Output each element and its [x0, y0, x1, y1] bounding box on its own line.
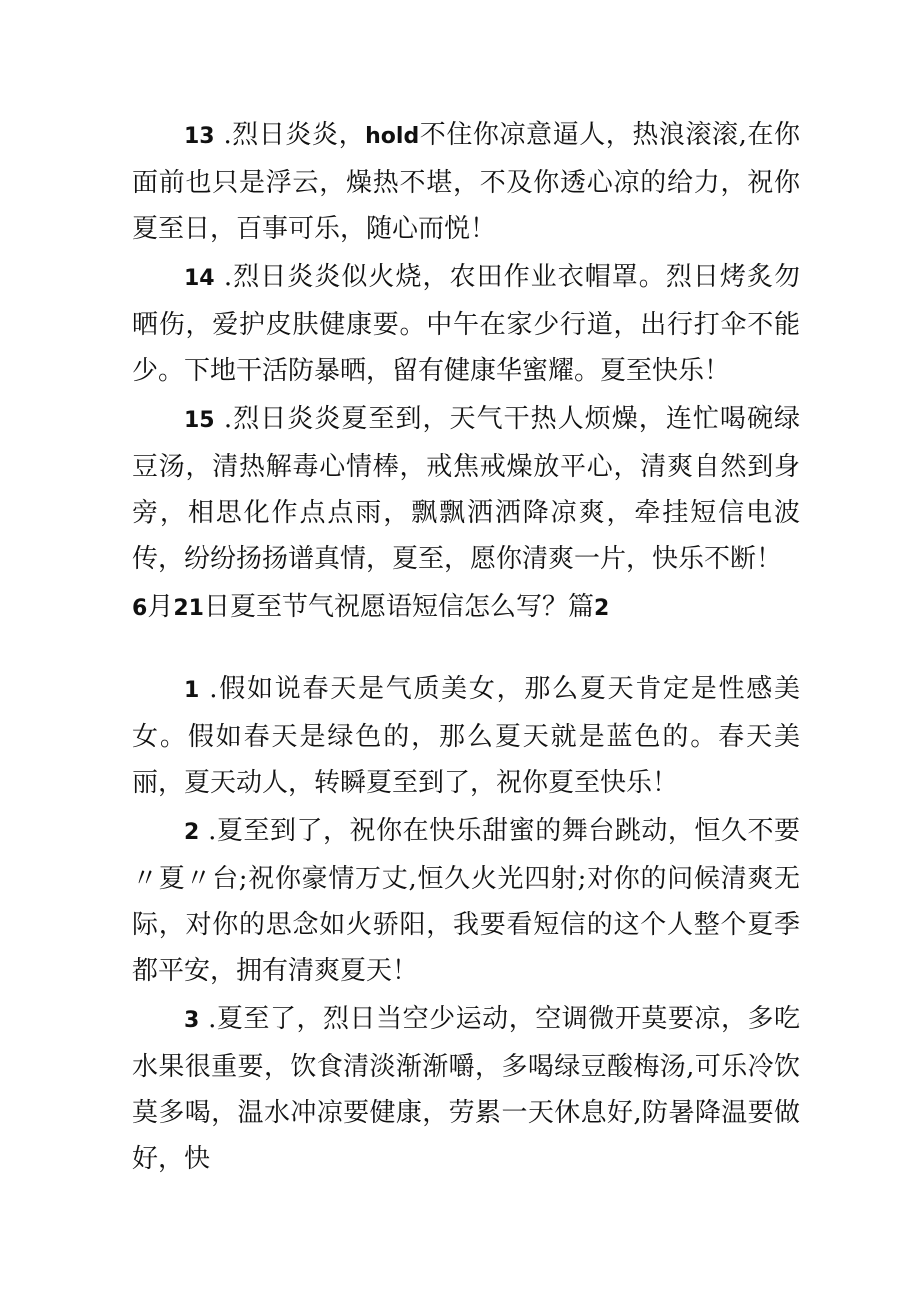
- item-number: 3: [184, 1008, 200, 1033]
- heading-part-number: 2: [593, 596, 610, 621]
- item-number: 14: [184, 266, 215, 291]
- item-text-before: .烈日炎炎，: [214, 120, 366, 150]
- item-text: .假如说春天是气质美女，那么夏天肯定是性感美女。假如春天是绿色的，那么夏天就是蓝色的。春天美丽，夏天动人，转瞬夏至到了，祝你夏至快乐！: [132, 674, 800, 798]
- heading-day-number: 21: [173, 596, 204, 621]
- document-body: [132, 112, 800, 1184]
- item-text: .烈日炎炎似火烧，农田作业衣帽罩。烈日烤炙勿晒伤，爱护皮肤健康要。中午在家少行道，出行打伞不能少。下地干活防暴晒，留有健康华蜜耀。夏至快乐！: [132, 262, 800, 386]
- item-number: 13: [184, 124, 215, 149]
- item-text: .烈日炎炎夏至到，天气干热人烦燥，连忙喝碗绿豆汤，清热解毒心情棒，戒焦戒燥放平心，清爽自然到身旁，相思化作点点雨，飘飘洒洒降凉爽，牵挂短信电波传，纷纷扬扬谱真情，夏至，愿你清爽一片，快乐不断！: [132, 404, 800, 574]
- item-text: .夏至到了，祝你在快乐甜蜜的舞台跳动，恒久不要〃夏〃台;祝你豪情万丈,恒久火光四射;对你的问候清爽无际，对你的思念如火骄阳，我要看短信的这个人整个夏季都平安，拥有清爽夏天！: [132, 816, 800, 986]
- wish-item-1: [132, 666, 800, 806]
- wish-item-14: [132, 254, 800, 394]
- heading-text-2: 日夏至节气祝愿语短信怎么写？篇: [203, 592, 594, 622]
- item-text-after: 不住你凉意逼人，热浪滚滚,在你面前也只是浮云，燥热不堪，不及你透心凉的给力，祝你夏至日，百事可乐，随心而悦！: [132, 120, 801, 244]
- item-number: 15: [184, 408, 215, 433]
- item-number: 2: [184, 820, 200, 845]
- wish-item-13: [132, 112, 800, 252]
- heading-month-number: 6: [132, 596, 148, 621]
- wish-item-15: [132, 396, 800, 582]
- wish-item-3: [132, 996, 800, 1182]
- section-heading: [132, 584, 800, 632]
- item-text-highlight: hold: [365, 124, 420, 149]
- item-text: .夏至了，烈日当空少运动，空调微开莫要凉，多吃水果很重要，饮食清淡渐渐嚼，多喝绿豆酸梅汤,可乐冷饮莫多喝，温水冲凉要健康，劳累一天休息好,防暑降温要做好，快: [132, 1004, 800, 1174]
- wish-item-2: [132, 808, 800, 994]
- item-number: 1: [184, 678, 200, 703]
- heading-text-1: 月: [147, 592, 174, 622]
